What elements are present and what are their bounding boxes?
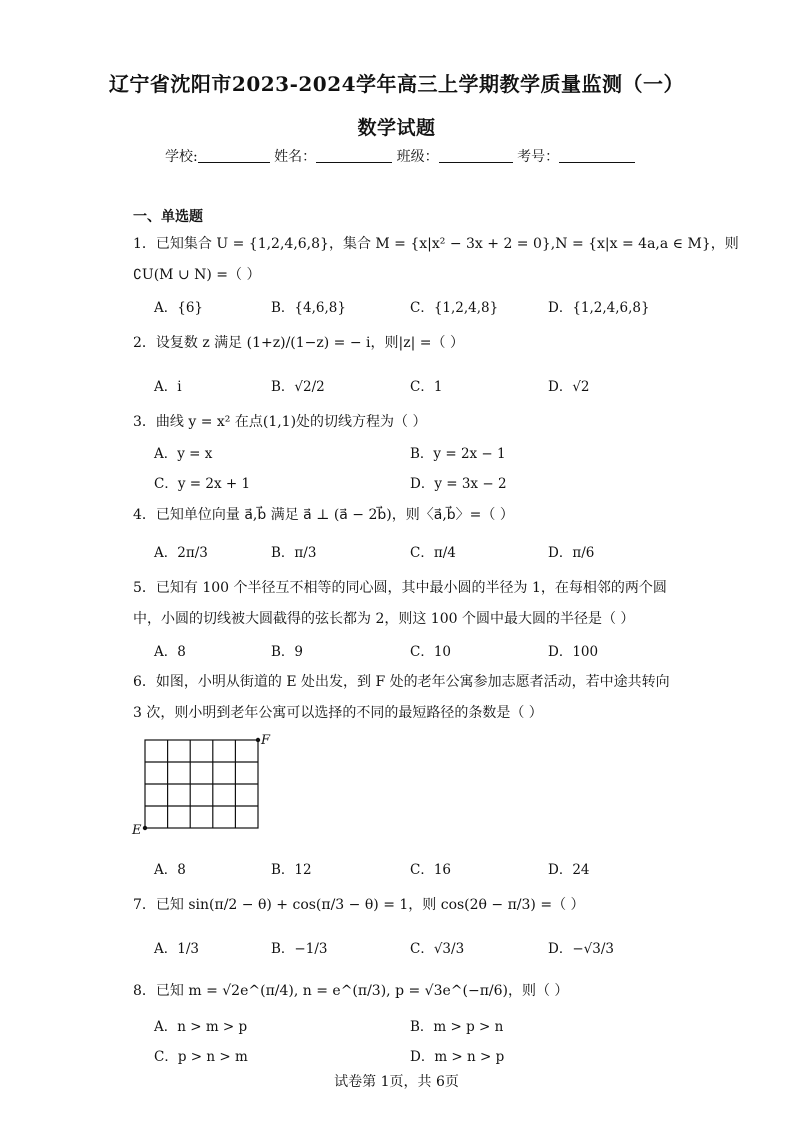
question-7: 7．已知 sin(π/2 − θ) + cos(π/3 − θ) = 1，则 cos(2θ − π/3) =（ ） (133, 897, 585, 913)
class-blank[interactable] (439, 148, 513, 163)
info-line (165, 146, 635, 166)
grid-lines (145, 740, 258, 828)
question-2: 2．设复数 z 满足 (1+z)/(1−z) = − i，则|z| =（ ） (133, 335, 464, 351)
point-e-marker (143, 826, 147, 830)
q4-option-c[interactable]: C．π/4 (410, 545, 456, 561)
question-5-line2: 中，小圆的切线被大圆截得的弦长都为 2，则这 100 个圆中最大圆的半径是（ ） (133, 611, 635, 627)
question-1-line1: 1．已知集合 U = {1,2,4,6,8}，集合 M = {x|x² − 3x + 2 = 0},N = {x|x = 4a,a ∈ M}，则 (133, 236, 739, 252)
q5-option-c[interactable]: C．10 (410, 644, 452, 660)
q4-option-d[interactable]: D．π/6 (548, 545, 595, 561)
q1-option-d[interactable]: D．{1,2,4,6,8} (548, 300, 650, 316)
page-subtitle: 数学试题 (357, 117, 436, 139)
page-title: 辽宁省沈阳市2023-2024学年高三上学期教学质量监测（一） (108, 72, 685, 96)
page-footer: 试卷第 1页，共 6页 (334, 1074, 459, 1090)
q2-option-a[interactable]: A．i (154, 379, 182, 395)
school-label: 学校: (165, 149, 198, 165)
q6-option-d[interactable]: D．24 (548, 862, 590, 878)
question-4: 4．已知单位向量 a⃗,b⃗ 满足 a⃗ ⊥ (a⃗ − 2b⃗)，则〈a⃗,b⃗〉=（ ） (133, 507, 514, 523)
point-f-marker (256, 738, 260, 742)
class-label: 班级： (396, 149, 439, 165)
label-e: E (132, 823, 142, 838)
label-f: F (261, 733, 271, 748)
q8-option-a[interactable]: A．n > m > p (154, 1019, 248, 1035)
school-blank[interactable] (198, 148, 270, 163)
q6-option-a[interactable]: A．8 (154, 862, 186, 878)
q5-option-b[interactable]: B．9 (271, 644, 304, 660)
q2-option-c[interactable]: C．1 (410, 379, 443, 395)
question-6-line1: 6．如图，小明从街道的 E 处出发，到 F 处的老年公寓参加志愿者活动，若中途共转向 (133, 674, 670, 690)
exam-number-blank[interactable] (559, 148, 635, 163)
q3-option-a[interactable]: A．y = x (154, 446, 213, 462)
section-heading: 一、单选题 (133, 209, 203, 225)
question-3: 3．曲线 y = x² 在点(1,1)处的切线方程为（ ） (133, 414, 427, 430)
name-label: 姓名： (274, 149, 317, 165)
q7-option-d[interactable]: D．−√3/3 (548, 941, 614, 957)
question-1-line2: ∁U(M ∪ N) =（ ） (133, 267, 261, 283)
q5-option-a[interactable]: A．8 (154, 644, 186, 660)
q7-option-a[interactable]: A．1/3 (154, 941, 199, 957)
name-blank[interactable] (316, 148, 392, 163)
q1-option-b[interactable]: B．{4,6,8} (271, 300, 346, 316)
q7-option-b[interactable]: B．−1/3 (271, 941, 328, 957)
q5-option-d[interactable]: D．100 (548, 644, 599, 660)
q6-option-b[interactable]: B．12 (271, 862, 312, 878)
q8-option-c[interactable]: C．p > n > m (154, 1049, 248, 1065)
street-grid-figure (128, 728, 288, 840)
q4-option-b[interactable]: B．π/3 (271, 545, 317, 561)
q3-option-c[interactable]: C．y = 2x + 1 (154, 476, 251, 492)
question-5-line1: 5．已知有 100 个半径互不相等的同心圆，其中最小圆的半径为 1，在每相邻的两个圆 (133, 580, 667, 596)
exam-number-label: 考号： (517, 149, 560, 165)
q2-option-d[interactable]: D．√2 (548, 379, 590, 395)
question-6-line2: 3 次，则小明到老年公寓可以选择的不同的最短路径的条数是（ ） (133, 705, 543, 721)
q4-option-a[interactable]: A．2π/3 (154, 545, 208, 561)
q8-option-b[interactable]: B．m > p > n (410, 1019, 504, 1035)
q6-option-c[interactable]: C．16 (410, 862, 452, 878)
question-8: 8．已知 m = √2e^(π/4), n = e^(π/3), p = √3e^(−π/6)，则（ ） (133, 983, 569, 999)
q8-option-d[interactable]: D．m > n > p (410, 1049, 505, 1065)
q1-option-c[interactable]: C．{1,2,4,8} (410, 300, 499, 316)
q2-option-b[interactable]: B．√2/2 (271, 379, 325, 395)
q1-option-a[interactable]: A．{6} (154, 300, 204, 316)
q3-option-b[interactable]: B．y = 2x − 1 (410, 446, 506, 462)
q7-option-c[interactable]: C．√3/3 (410, 941, 465, 957)
q3-option-d[interactable]: D．y = 3x − 2 (410, 476, 507, 492)
